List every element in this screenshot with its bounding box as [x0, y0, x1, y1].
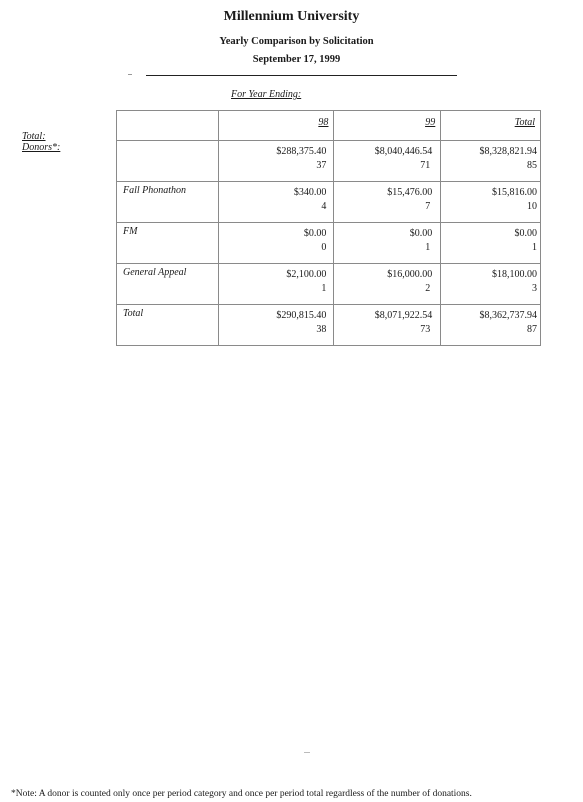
cell-99 — [334, 264, 441, 305]
amount: $0.00 — [514, 228, 537, 239]
report-subtitle: Yearly Comparison by Solicitation — [219, 36, 374, 47]
amount: $0.00 — [409, 228, 433, 239]
column-header-98: 98 — [218, 111, 334, 141]
cell-98 — [218, 182, 334, 223]
amount: $16,000.00 — [387, 269, 433, 280]
amount: $8,071,922.54 — [374, 310, 433, 321]
cell-total — [441, 223, 541, 264]
cell-total — [441, 305, 541, 346]
donor-count: 37 — [316, 160, 327, 171]
table-row — [117, 141, 541, 182]
table-row — [117, 264, 541, 305]
amount: $15,476.00 — [387, 187, 433, 198]
cell-99 — [334, 182, 441, 223]
scan-speck — [128, 74, 132, 75]
cell-total — [441, 264, 541, 305]
column-header-total: Total — [441, 111, 541, 141]
row-category: FM — [117, 223, 219, 264]
solicitation-table — [116, 110, 541, 346]
for-year-label: For Year Ending: — [231, 89, 302, 100]
table-row — [117, 182, 541, 223]
header-rule — [146, 75, 457, 76]
cell-98 — [218, 264, 334, 305]
amount: $288,375.40 — [276, 146, 327, 157]
column-header-99: 99 — [334, 111, 441, 141]
donor-count: 73 — [420, 324, 431, 335]
side-label-total: Total: — [22, 131, 46, 142]
cell-99 — [334, 141, 441, 182]
row-category — [117, 141, 219, 182]
header-blank-cell — [117, 111, 219, 141]
amount: $340.00 — [293, 187, 327, 198]
donor-count: 1 — [321, 283, 327, 294]
donor-count: 87 — [527, 324, 537, 335]
cell-98 — [218, 305, 334, 346]
table-row-total — [117, 305, 541, 346]
donor-count: 1 — [532, 242, 537, 253]
row-category: General Appeal — [117, 264, 219, 305]
cell-98 — [218, 223, 334, 264]
amount: $290,815.40 — [276, 310, 327, 321]
amount: $2,100.00 — [286, 269, 327, 280]
donor-count: 1 — [425, 242, 431, 253]
cell-99 — [334, 223, 441, 264]
donor-count: 3 — [532, 283, 537, 294]
amount: $0.00 — [303, 228, 327, 239]
report-title: Millennium University — [223, 9, 360, 24]
donor-count: 4 — [321, 201, 327, 212]
cell-98 — [218, 141, 334, 182]
donor-count: 71 — [420, 160, 431, 171]
footnote: *Note: A donor is counted only once per period category and once per period total regardless of the number of donations. — [11, 789, 472, 799]
donor-count: 85 — [527, 160, 537, 171]
scan-speck — [304, 752, 310, 753]
cell-total — [441, 182, 541, 223]
donor-count: 2 — [425, 283, 431, 294]
side-label-donors: Donors*: — [22, 142, 61, 153]
donor-count: 10 — [527, 201, 537, 212]
row-category: Total — [117, 305, 219, 346]
donor-count: 38 — [316, 324, 327, 335]
donor-count: 0 — [321, 242, 327, 253]
amount: $8,362,737.94 — [479, 310, 537, 321]
side-labels — [22, 131, 60, 153]
report-date: September 17, 1999 — [252, 54, 341, 65]
amount: $8,328,821.94 — [479, 146, 537, 157]
amount: $8,040,446.54 — [374, 146, 433, 157]
amount: $15,816.00 — [492, 187, 537, 198]
row-category: Fall Phonathon — [117, 182, 219, 223]
table-row — [117, 223, 541, 264]
donor-count: 7 — [425, 201, 431, 212]
cell-total — [441, 141, 541, 182]
cell-99 — [334, 305, 441, 346]
amount: $18,100.00 — [492, 269, 537, 280]
table-header-row — [117, 111, 541, 141]
